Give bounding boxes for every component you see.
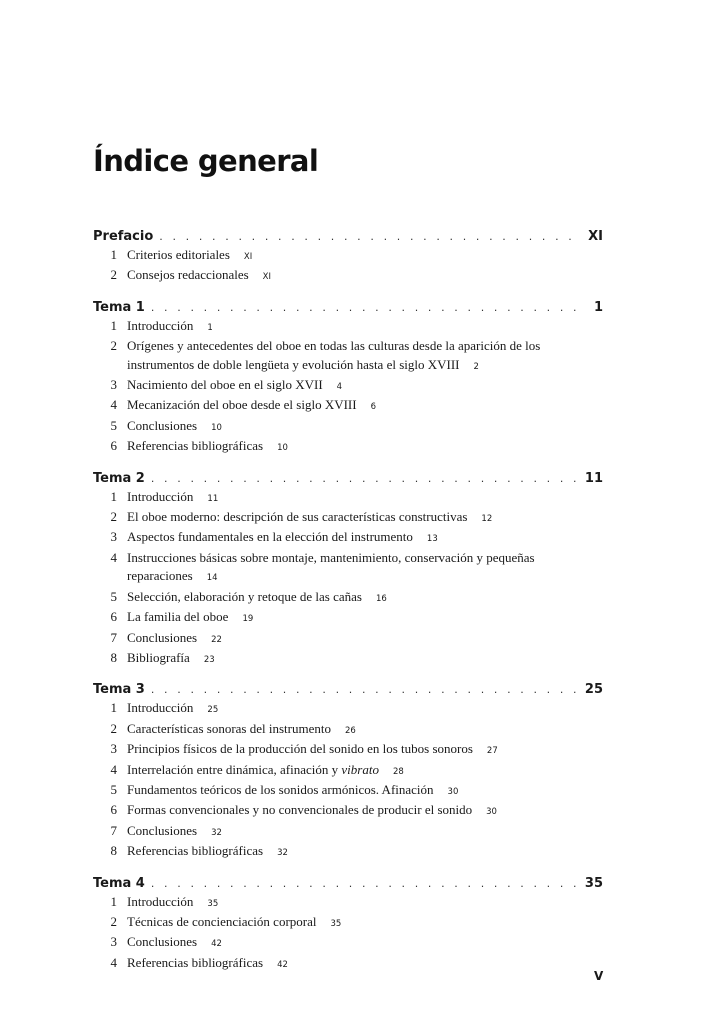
entry-page-number: 35 [207, 898, 219, 909]
entry-title-text: Formas convencionales y no convencionales de producir el sonido [127, 802, 473, 818]
toc-entry[interactable] [93, 528, 553, 548]
entry-page-number: 11 [207, 493, 219, 504]
entry-title [127, 699, 218, 719]
entry-title-text: Instrucciones básicas sobre montaje, mantenimiento, conservación y pequeñas reparaciones [127, 549, 535, 584]
entry-title [127, 954, 288, 974]
entry-title-text: Características sonoras del instrumento [127, 720, 331, 736]
entry-number: 1 [110, 488, 117, 504]
section-title: Tema 3 [93, 682, 145, 698]
toc-entry[interactable] [93, 954, 553, 974]
entry-title [127, 266, 271, 286]
entry-title [127, 933, 222, 953]
toc-section [93, 680, 603, 862]
entry-page-number: 42 [277, 959, 288, 970]
toc-section-heading[interactable] [93, 298, 603, 317]
entry-title-text: Referencias bibliográficas [127, 954, 264, 970]
entry-title-text: Conclusiones [127, 417, 198, 433]
toc-entry[interactable] [93, 246, 553, 266]
entry-number: 5 [110, 588, 117, 604]
entry-page-number: 23 [203, 654, 215, 665]
page-title: Índice general [93, 144, 319, 178]
entry-title-text: Conclusiones [127, 629, 198, 645]
entry-number: 5 [110, 781, 117, 797]
entry-title-text: La familia del oboe [127, 609, 229, 625]
entry-title [127, 488, 218, 508]
entry-number: 6 [110, 609, 117, 625]
entry-title [127, 842, 288, 862]
toc-entry[interactable] [93, 376, 553, 396]
entry-title [127, 913, 341, 933]
entry-title [127, 893, 218, 913]
toc-entry[interactable] [93, 588, 553, 608]
entry-page-number: 1 [207, 322, 213, 333]
toc-entry[interactable] [93, 801, 553, 821]
entry-page-number: 2 [473, 361, 479, 372]
entry-number: 3 [110, 377, 117, 393]
entry-title-text: Principios físicos de la producción del sonido en los tubos sonoros [127, 741, 473, 757]
entry-title-text: Orígenes y antecedentes del oboe en todas las culturas desde la aparición de los instrumentos de doble lengüeta y evolución hasta el siglo XVIII [127, 338, 541, 372]
toc-entry[interactable] [93, 720, 553, 740]
toc-entry[interactable] [93, 437, 553, 457]
entry-title [127, 549, 553, 588]
table-of-contents [93, 227, 603, 985]
entry-title [127, 761, 404, 781]
entry-title [127, 417, 222, 437]
page-number: V [594, 969, 604, 983]
entry-title-text: Introducción [127, 893, 194, 909]
entry-number: 3 [110, 741, 117, 757]
entry-title [127, 396, 376, 416]
entry-page-number: 10 [211, 422, 222, 433]
entry-title-text: Selección, elaboración y retoque de las cañas [127, 588, 362, 604]
entry-number: 3 [110, 529, 117, 545]
entry-page-number: 6 [370, 402, 377, 413]
toc-section [93, 874, 603, 975]
entry-page-number: 30 [447, 786, 459, 797]
entry-title-text: El oboe moderno: descripción de sus características constructivas [127, 509, 468, 525]
toc-section [93, 227, 603, 287]
toc-entry[interactable] [93, 842, 553, 862]
dot-leader [151, 298, 586, 317]
toc-entry[interactable] [93, 608, 553, 628]
entry-number: 4 [110, 397, 117, 413]
toc-entry[interactable] [93, 396, 553, 416]
entry-page-number: 14 [206, 573, 218, 584]
entry-title [127, 649, 215, 669]
entry-page-number: 25 [207, 705, 219, 716]
toc-entry[interactable] [93, 317, 553, 337]
section-title: Tema 4 [93, 875, 145, 891]
entry-title [127, 317, 213, 337]
toc-entry[interactable] [93, 761, 553, 781]
entry-page-number: 42 [211, 939, 222, 950]
entry-title-text: Introducción [127, 317, 194, 333]
entry-number: 5 [110, 417, 117, 433]
toc-entry[interactable] [93, 649, 553, 669]
section-page-number: 11 [584, 470, 603, 486]
toc-entry[interactable] [93, 337, 553, 376]
entry-number: 4 [110, 549, 117, 565]
entry-page-number: 28 [392, 766, 404, 777]
entry-page-number: 19 [242, 614, 254, 625]
toc-entry[interactable] [93, 781, 553, 801]
entry-title [127, 508, 492, 528]
entry-title [127, 588, 387, 608]
toc-entry[interactable] [93, 508, 553, 528]
toc-entry[interactable] [93, 549, 553, 588]
entry-number: 2 [110, 913, 117, 929]
entry-number: 4 [110, 954, 117, 970]
entry-number: 1 [110, 700, 117, 716]
toc-entry[interactable] [93, 699, 553, 719]
section-title: Tema 1 [93, 299, 145, 315]
entry-page-number: XI [243, 252, 253, 262]
entry-title-text: Referencias bibliográficas [127, 843, 264, 859]
toc-entry[interactable] [93, 933, 553, 953]
toc-section-heading[interactable] [93, 469, 603, 488]
toc-entry[interactable] [93, 629, 553, 649]
entry-page-number: 32 [277, 848, 288, 859]
entry-title-text: Bibliografía [127, 649, 190, 665]
entry-number: 1 [110, 317, 117, 333]
entry-page-number: 10 [277, 443, 288, 454]
entry-title [127, 801, 497, 821]
dot-leader [151, 469, 577, 488]
section-title: Prefacio [93, 229, 154, 244]
entry-title [127, 528, 438, 548]
section-page-number: 1 [593, 299, 603, 315]
entry-page-number: 27 [486, 746, 498, 757]
entry-title-text: Aspectos fundamentales en la elección del instrumento [127, 529, 413, 545]
entry-number: 7 [110, 629, 117, 645]
entry-title [127, 337, 553, 376]
entry-title-text: Nacimiento del oboe en el siglo XVII [127, 377, 323, 393]
entry-title [127, 608, 253, 628]
entry-page-number: XI [262, 272, 271, 283]
entry-title-text: Consejos redaccionales [127, 267, 249, 283]
entry-number: 2 [110, 720, 117, 736]
entry-page-number: 32 [211, 827, 222, 838]
entry-number: 7 [110, 822, 117, 838]
entry-number: 2 [110, 338, 117, 354]
entry-title [127, 629, 222, 649]
entry-title-text: Interrelación entre dinámica, afinación y [127, 761, 342, 777]
entry-number: 8 [110, 843, 117, 859]
entry-page-number: 16 [375, 593, 387, 604]
dot-leader [151, 680, 577, 699]
entry-title-text: Criterios editoriales [127, 247, 230, 262]
section-page-number: 25 [584, 682, 603, 698]
entry-title-text: Fundamentos teóricos de los sonidos armónicos. Afinación [127, 781, 434, 797]
entry-title [127, 376, 342, 396]
entry-page-number: 35 [330, 918, 342, 929]
entry-title [127, 822, 222, 842]
entry-title-text: Introducción [127, 700, 194, 716]
section-title: Tema 2 [93, 470, 145, 486]
section-page-number: XI [588, 229, 603, 244]
entry-number: 2 [110, 509, 117, 525]
entry-page-number: 30 [486, 807, 497, 818]
entry-number: 6 [110, 438, 117, 454]
entry-number: 6 [110, 802, 117, 818]
toc-entry[interactable] [93, 488, 553, 508]
toc-entry[interactable] [93, 913, 553, 933]
toc-entry[interactable] [93, 740, 553, 760]
toc-section-heading[interactable] [93, 227, 603, 246]
dot-leader [159, 227, 580, 246]
section-page-number: 35 [584, 875, 603, 891]
entry-title-text: Referencias bibliográficas [127, 438, 264, 454]
dot-leader [151, 874, 577, 893]
entry-title-text: Introducción [127, 488, 194, 504]
entry-page-number: 12 [481, 514, 493, 525]
entry-title [127, 246, 252, 266]
entry-title-text: Conclusiones [127, 822, 198, 838]
entry-title [127, 720, 356, 740]
entry-page-number: 4 [336, 382, 343, 393]
toc-section-heading[interactable] [93, 874, 603, 893]
entry-page-number: 13 [426, 534, 438, 545]
entry-number: 2 [110, 267, 117, 283]
toc-entry[interactable] [93, 417, 553, 437]
entry-title [127, 781, 458, 801]
entry-title-text: Técnicas de concienciación corporal [127, 913, 317, 929]
entry-number: 1 [110, 893, 117, 909]
entry-number: 3 [110, 934, 117, 950]
entry-number: 8 [110, 649, 117, 665]
entry-title-italic: vibrato [341, 761, 379, 777]
toc-section-heading[interactable] [93, 680, 603, 699]
toc-section [93, 298, 603, 458]
toc-entry[interactable] [93, 893, 553, 913]
entry-title-text: Conclusiones [127, 934, 198, 950]
entry-page-number: 26 [344, 725, 356, 736]
entry-number: 4 [110, 761, 117, 777]
toc-entry[interactable] [93, 266, 553, 286]
entry-title [127, 740, 498, 760]
entry-title-text: Mecanización del oboe desde el siglo XVIII [127, 397, 357, 413]
entry-number: 1 [110, 247, 117, 262]
entry-page-number: 22 [211, 634, 222, 645]
toc-entry[interactable] [93, 822, 553, 842]
toc-section [93, 469, 603, 670]
entry-title [127, 437, 288, 457]
